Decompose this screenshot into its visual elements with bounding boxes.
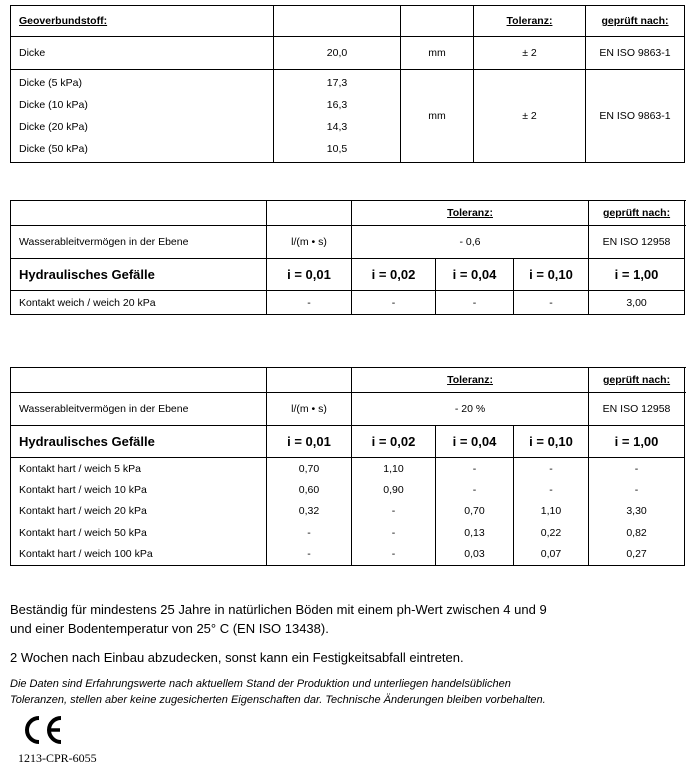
gradient-header: i = 0,01 [267, 426, 352, 458]
flow-standard: EN ISO 12958 [589, 226, 685, 259]
cell-value: 0,32 [267, 501, 352, 523]
thickness-tolerance: ± 2 [474, 37, 586, 70]
cell-value: 1,10 [352, 458, 436, 480]
cell-value: - [514, 291, 589, 315]
row-label: Kontakt hart / weich 20 kPa [11, 501, 267, 523]
gradient-label: Hydraulisches Gefälle [11, 259, 267, 291]
thickness-label: Dicke [11, 37, 274, 70]
row-label: Kontakt hart / weich 5 kPa [11, 458, 267, 480]
cell-value: - [352, 522, 436, 544]
tested-header: geprüft nach: [589, 368, 685, 393]
cell-value: - [589, 458, 685, 480]
thickness-pressure-labels [11, 70, 274, 163]
tolerance-header: Toleranz: [352, 368, 589, 393]
cell-value: - [352, 291, 436, 315]
flow-label: Wasserableitvermögen in der Ebene [11, 393, 267, 426]
cell-value: - [589, 479, 685, 501]
list-item: 17,3 [326, 77, 348, 89]
table-row [11, 291, 685, 315]
tested-header: geprüft nach: [586, 6, 685, 37]
table-row [11, 501, 685, 523]
list-item: 16,3 [326, 99, 348, 111]
gradient-header: i = 0,10 [514, 259, 589, 291]
flow-standard: EN ISO 12958 [589, 393, 685, 426]
table-row [11, 458, 685, 480]
thickness-pressure-values [274, 70, 401, 163]
table-row [11, 544, 685, 566]
cell-value: - [436, 479, 514, 501]
cover-text: 2 Wochen nach Einbau abzudecken, sonst kann ein Festigkeitsabfall eintreten. [10, 650, 464, 665]
thickness-value: 20,0 [274, 37, 401, 70]
section-title: Geoverbundstoff: [11, 6, 274, 37]
cell-value: - [267, 522, 352, 544]
list-item: 10,5 [326, 143, 348, 155]
row-label: Kontakt hart / weich 100 kPa [11, 544, 267, 566]
cell-value: - [436, 291, 514, 315]
gradient-header: i = 0,10 [514, 426, 589, 458]
thickness-pressure-standard: EN ISO 9863-1 [586, 70, 685, 163]
gradient-header: i = 1,00 [589, 259, 685, 291]
row-label: Kontakt hart / weich 50 kPa [11, 522, 267, 544]
cell-value: 3,00 [589, 291, 685, 315]
table-row [11, 522, 685, 544]
gradient-header: i = 0,02 [352, 259, 436, 291]
tolerance-header: Toleranz: [474, 6, 586, 37]
cell-value: - [352, 501, 436, 523]
list-item: Dicke (50 kPa) [19, 143, 88, 155]
disclaimer-text: Die Daten sind Erfahrungswerte nach aktuellem Stand der Produktion und unterliegen handelsüblichen Toleranzen, stellen aber keine zugesicherten Eigenschaften dar. Technische Änderungen bleiben vorbehalten. [10, 678, 546, 706]
cell-value: 0,13 [436, 522, 514, 544]
gradient-header: i = 0,04 [436, 259, 514, 291]
flow-tolerance: - 0,6 [352, 226, 589, 259]
flow-soft-table [10, 200, 685, 315]
cell-value: - [514, 479, 589, 501]
cell-value: 3,30 [589, 501, 685, 523]
row-label: Kontakt weich / weich 20 kPa [11, 291, 267, 315]
cell-value: - [514, 458, 589, 480]
flow-hard-table [10, 367, 685, 566]
flow-tolerance: - 20 % [352, 393, 589, 426]
list-item: Dicke (5 kPa) [19, 77, 83, 89]
cell-value: 1,10 [514, 501, 589, 523]
cell-value: 0,27 [589, 544, 685, 566]
ce-mark-icon [20, 714, 64, 746]
flow-unit: l/(m • s) [267, 393, 352, 426]
list-item: 14,3 [326, 121, 348, 133]
cell-value: 0,70 [267, 458, 352, 480]
geocomposite-table [10, 5, 685, 163]
gradient-label: Hydraulisches Gefälle [11, 426, 267, 458]
tolerance-header: Toleranz: [352, 201, 589, 226]
cpr-number: 1213-CPR-6055 [18, 751, 97, 765]
cell-value: - [267, 291, 352, 315]
list-item: Dicke (20 kPa) [19, 121, 88, 133]
cell-value: 0,22 [514, 522, 589, 544]
thickness-unit: mm [401, 37, 474, 70]
cell-value: 0,90 [352, 479, 436, 501]
row-label: Kontakt hart / weich 10 kPa [11, 479, 267, 501]
table-row [11, 479, 685, 501]
gradient-header: i = 0,01 [267, 259, 352, 291]
cell-value: - [267, 544, 352, 566]
list-item: Dicke (10 kPa) [19, 99, 88, 111]
cell-value: - [436, 458, 514, 480]
cell-value: 0,03 [436, 544, 514, 566]
flow-unit: l/(m • s) [267, 226, 352, 259]
gradient-header: i = 0,04 [436, 426, 514, 458]
thickness-pressure-unit: mm [401, 70, 474, 163]
tested-header: geprüft nach: [589, 201, 685, 226]
cell-value: 0,07 [514, 544, 589, 566]
flow-label: Wasserableitvermögen in der Ebene [11, 226, 267, 259]
thickness-pressure-tolerance: ± 2 [474, 70, 586, 163]
cell-value: - [352, 544, 436, 566]
durability-text: Beständig für mindestens 25 Jahre in natürlichen Böden mit einem ph-Wert zwischen 4 und 9 und einer Bodentemperatur von 25° C (EN ISO 13438). [10, 602, 547, 636]
thickness-standard: EN ISO 9863-1 [586, 37, 685, 70]
gradient-header: i = 0,02 [352, 426, 436, 458]
gradient-header: i = 1,00 [589, 426, 685, 458]
cell-value: 0,82 [589, 522, 685, 544]
cell-value: 0,70 [436, 501, 514, 523]
cell-value: 0,60 [267, 479, 352, 501]
